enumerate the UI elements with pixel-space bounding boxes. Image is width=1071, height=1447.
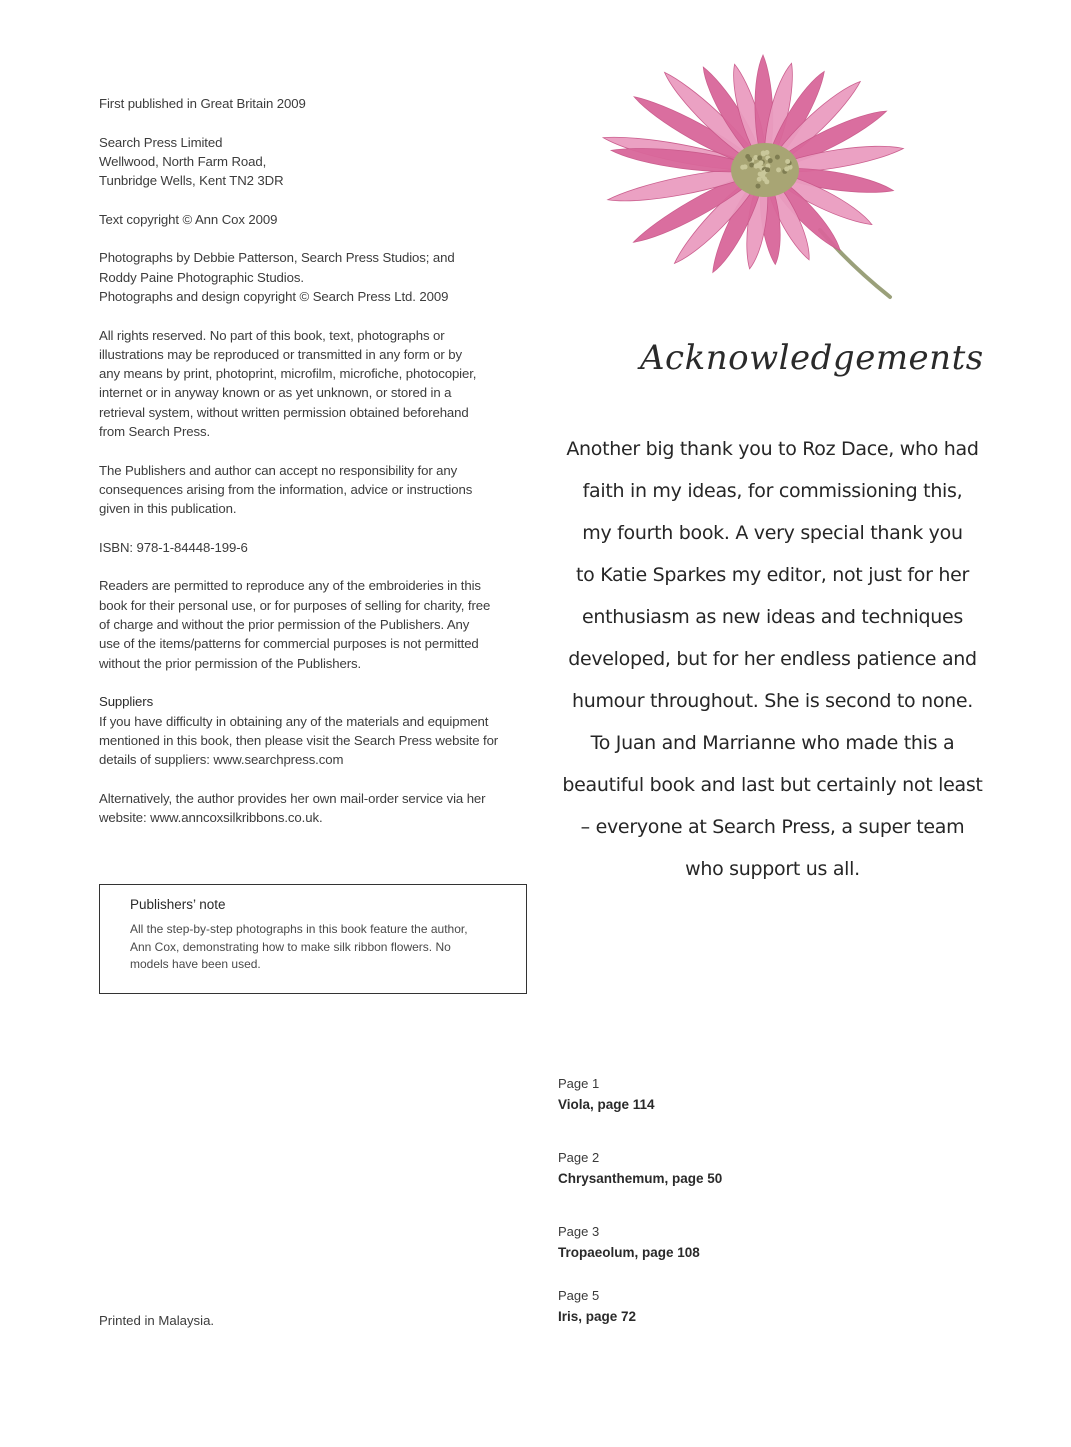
imprint-line: any means by print, photoprint, microfilm, microfiche, photocopier,: [99, 366, 477, 382]
publisher-address: [99, 133, 539, 191]
ack-line: faith in my ideas, for commissioning this,: [582, 480, 963, 502]
imprint-line: Photographs by Debbie Patterson, Search Press Studios; and: [99, 250, 455, 266]
imprint-line: book for their personal use, or for purposes of selling for charity, free: [99, 597, 491, 613]
picture-captions: [558, 1074, 722, 1360]
flower-stamen: [756, 163, 761, 168]
suppliers-text: [99, 712, 539, 770]
acknowledgements-body: [560, 428, 985, 890]
publishers-note-body: [130, 921, 496, 974]
imprint-line: retrieval system, without written permission obtained beforehand: [99, 404, 469, 420]
publishers-note-box: [99, 884, 527, 994]
imprint-line: mentioned in this book, then please visit the Search Press website for: [99, 732, 499, 748]
disclaimer: [99, 461, 539, 519]
publishers-note-title: Publishers’ note: [130, 897, 226, 912]
suppliers-heading: Suppliers: [99, 694, 154, 710]
ack-line: enthusiasm as new ideas and techniques: [581, 606, 964, 628]
flower-stamen: [756, 184, 761, 189]
note-line: Ann Cox, demonstrating how to make silk ribbon flowers. No: [130, 939, 451, 954]
flower-stamen: [768, 158, 773, 163]
ack-line: – everyone at Search Press, a super team: [580, 816, 965, 838]
imprint-line: Wellwood, North Farm Road,: [99, 153, 267, 169]
imprint-line: website: www.anncoxsilkribbons.co.uk.: [99, 809, 323, 825]
imprint-line: internet or in anyway known or as yet unknown, or stored in a: [99, 385, 452, 401]
flower-stamen: [762, 177, 767, 182]
imprint-line: Roddy Paine Photographic Studios.: [99, 269, 304, 285]
imprint-paragraph: [99, 94, 539, 113]
imprint-line: details of suppliers: www.searchpress.com: [99, 752, 344, 768]
imprint-line: given in this publication.: [99, 501, 237, 517]
ack-line: beautiful book and last but certainly not least: [562, 774, 983, 796]
isbn: [99, 538, 539, 557]
imprint-column: [99, 94, 539, 847]
imprint-line: Photographs and design copyright © Search Press Ltd. 2009: [99, 288, 449, 304]
imprint-line: Text copyright © Ann Cox 2009: [99, 211, 278, 227]
imprint-line: Readers are permitted to reproduce any of the embroideries in this: [99, 578, 481, 594]
imprint-line: First published in Great Britain 2009: [99, 96, 306, 111]
printed-in: Printed in Malaysia.: [99, 1313, 215, 1328]
imprint-line: All rights reserved. No part of this book, text, photographs or: [99, 327, 445, 343]
imprint-line: ISBN: 978-1-84448-199-6: [99, 539, 248, 555]
caption-page: Page 3: [558, 1224, 600, 1239]
ack-line: Another big thank you to Roz Dace, who had: [566, 438, 979, 460]
ack-line: developed, but for her endless patience and: [568, 648, 977, 670]
note-line: All the step-by-step photographs in this book feature the author,: [130, 922, 468, 936]
flower-stamen: [765, 167, 770, 172]
imprint-line: If you have difficulty in obtaining any of the materials and equipment: [99, 713, 489, 729]
imprint-line: from Search Press.: [99, 424, 211, 440]
flower-stamen: [757, 155, 762, 160]
imprint-line: consequences arising from the information, advice or instructions: [99, 481, 473, 497]
ack-line: humour throughout. She is second to none.: [571, 690, 974, 712]
imprint-line: of charge and without the prior permission of the Publishers. Any: [99, 617, 470, 633]
ack-line: who support us all.: [685, 858, 860, 880]
photo-credits: [99, 248, 539, 306]
flower-stamen: [785, 159, 790, 164]
caption-page: Page 2: [558, 1150, 600, 1165]
imprint-line: The Publishers and author can accept no responsibility for any: [99, 462, 458, 478]
caption-item: [558, 1286, 722, 1328]
imprint-line: Alternatively, the author provides her own mail-order service via her: [99, 790, 486, 806]
imprint-line: illustrations may be reproduced or transmitted in any form or by: [99, 346, 463, 362]
caption-title: Iris, page 72: [558, 1309, 637, 1324]
flower-stamen: [758, 172, 763, 177]
imprint-line: without the prior permission of the Publishers.: [99, 655, 362, 671]
alternative-supplier: [99, 789, 539, 828]
flower-stamen: [784, 167, 789, 172]
caption-item: [558, 1222, 722, 1264]
ack-line: to Katie Sparkes my editor, not just for her: [575, 564, 970, 586]
caption-title: Chrysanthemum, page 50: [558, 1171, 723, 1186]
text-copyright: [99, 210, 539, 229]
acknowledgements-title: Acknowledgements: [640, 338, 984, 378]
flower-stamen: [749, 162, 754, 167]
flower-image: [590, 45, 920, 305]
caption-page: Page 5: [558, 1288, 600, 1303]
caption-item: [558, 1074, 722, 1116]
flower-stamen: [775, 155, 780, 160]
caption-item: [558, 1148, 722, 1190]
ack-line: To Juan and Marrianne who made this a: [590, 732, 955, 754]
imprint-line: Search Press Limited: [99, 134, 223, 150]
note-line: models have been used.: [130, 957, 261, 971]
imprint-line: use of the items/patterns for commercial purposes is not permitted: [99, 636, 479, 652]
caption-title: Viola, page 114: [558, 1097, 655, 1112]
flower-stamen: [740, 165, 745, 170]
caption-page: Page 1: [558, 1076, 600, 1091]
flower-stamen: [764, 150, 769, 155]
ack-line: my fourth book. A very special thank you: [582, 522, 963, 544]
rights-reserved: [99, 326, 539, 442]
reproduction-permission: [99, 576, 539, 672]
caption-title: Tropaeolum, page 108: [558, 1245, 700, 1260]
flower-stamen: [776, 167, 781, 172]
flower-stamen: [747, 157, 752, 162]
imprint-line: Tunbridge Wells, Kent TN2 3DR: [99, 173, 284, 189]
